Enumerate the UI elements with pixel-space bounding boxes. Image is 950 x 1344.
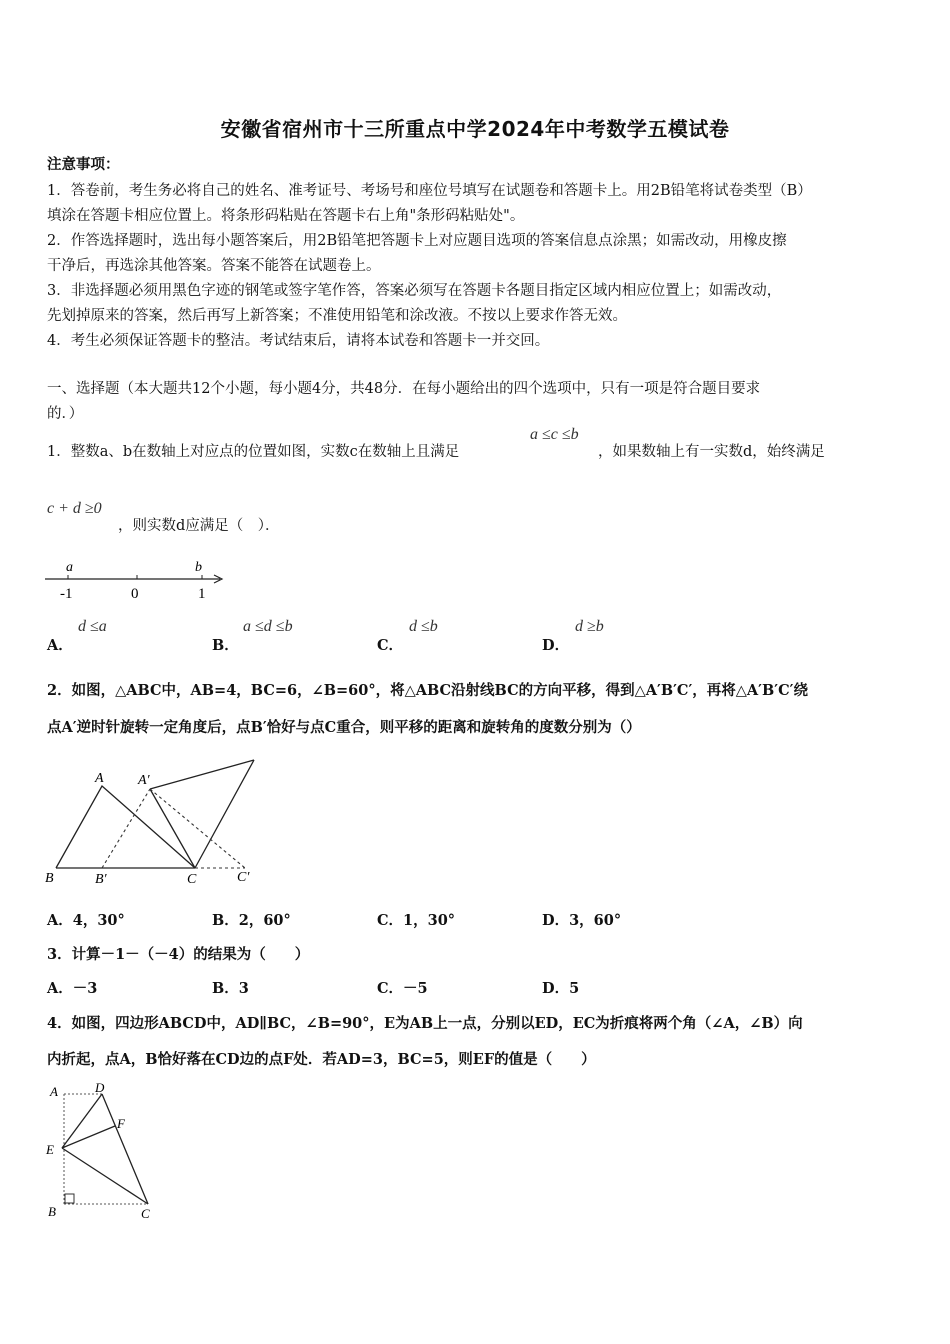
- q1-math-condition: c + d ≥0: [47, 500, 102, 517]
- q1-text-a: 1．整数a、b在数轴上对应点的位置如图，实数c在数轴上且满足: [47, 444, 460, 460]
- right-angle-mark: [65, 1194, 74, 1203]
- q3-option-c: C．－5: [377, 980, 428, 997]
- label-c: C: [141, 1206, 150, 1221]
- label-a-prime: A′: [138, 773, 150, 788]
- q2-text-line2: 点A′逆时针旋转一定角度后，点B′恰好与点C重合，则平移的距离和旋转角的度数分别为（）: [47, 719, 641, 736]
- page-title: 安徽省宿州市十三所重点中学2024年中考数学五模试卷: [220, 117, 730, 141]
- notice-line: 填涂在答题卡相应位置上。将条形码粘贴在答题卡右上角"条形码粘贴处"。: [47, 208, 525, 224]
- q1-option-c-letter: C．: [377, 637, 404, 654]
- q1-text-c: ，则实数d应满足（ ）．: [118, 518, 280, 534]
- notice-line: 3．非选择题必须用黑色字迹的钢笔或签字笔作答，答案必须写在答题卡各题目指定区域内相应位置上；如需改动，: [47, 283, 782, 299]
- segment-a2c: [150, 789, 195, 868]
- tick-label: -1: [60, 586, 73, 602]
- q2-text-line1: 2．如图，△ABC中，AB=4，BC=6，∠B=60°，将△ABC沿射线BC的方向平移，得到△A′B′C′，再将△A′B′C′绕: [47, 682, 808, 699]
- notice-heading: 注意事项：: [47, 156, 120, 173]
- dashed-b2a2: [102, 789, 150, 868]
- q1-option-d-math: d ≥b: [575, 618, 604, 635]
- label-a: A: [95, 771, 104, 786]
- notice-line: 干净后，再选涂其他答案。答案不能答在试题卷上。: [47, 258, 381, 274]
- triangle-abc: [56, 786, 195, 868]
- label-e: E: [46, 1142, 54, 1157]
- segment-rotated-side: [195, 760, 254, 868]
- q2-figure: [40, 752, 270, 888]
- q3-text: 3．计算－1－（－4）的结果为（ ）: [47, 946, 310, 963]
- label-b: b: [195, 560, 202, 575]
- q1-option-d-letter: D．: [542, 637, 570, 654]
- q1-option-c-math: d ≤b: [409, 618, 438, 635]
- segment-rotated-top: [150, 760, 254, 789]
- q2-option-a: A．4，30°: [47, 912, 125, 929]
- label-b-prime: B′: [95, 872, 107, 887]
- tick-label: 0: [131, 586, 139, 602]
- q1-text-b: ，如果数轴上有一实数d，始终满足: [598, 444, 825, 460]
- q1-math-inequality: a ≤c ≤b: [530, 426, 579, 443]
- q4-text-line1: 4．如图，四边形ABCD中，AD∥BC，∠B=90°，E为AB上一点，分别以ED，EC为折痕将两个角（∠A，∠B）向: [47, 1015, 803, 1032]
- q1-option-b-letter: B．: [212, 637, 239, 654]
- tick-label: 1: [198, 586, 206, 602]
- q4-figure: [40, 1080, 160, 1225]
- notice-line: 2．作答选择题时，选出每小题答案后，用2B铅笔把答题卡上对应题目选项的答案信息点涂黑；如需改动，用橡皮擦: [47, 233, 787, 249]
- label-b: B: [48, 1204, 56, 1219]
- segment-dc: [102, 1094, 148, 1204]
- section-heading: 一、选择题（本大题共12个小题，每小题4分，共48分．在每小题给出的四个选项中，只有一项是符合题目要求: [47, 381, 761, 397]
- label-b: B: [45, 871, 54, 886]
- q2-option-b: B．2，60°: [212, 912, 291, 929]
- notice-line: 先划掉原来的答案，然后再写上新答案；不准使用铅笔和涂改液。不按以上要求作答无效。: [47, 308, 627, 324]
- q3-option-a: A．－3: [47, 980, 98, 997]
- label-a: a: [66, 560, 73, 575]
- q3-option-d: D．5: [542, 980, 580, 997]
- q1-option-a-math: d ≤a: [78, 618, 107, 635]
- label-c: C: [187, 872, 197, 887]
- section-heading-cont: 的．）: [47, 406, 84, 422]
- q3-option-b: B．3: [212, 980, 249, 997]
- q2-option-d: D．3，60°: [542, 912, 622, 929]
- label-c-prime: C′: [237, 870, 250, 885]
- q2-option-c: C．1，30°: [377, 912, 456, 929]
- dashed-a2c2: [150, 789, 245, 868]
- label-d: D: [95, 1080, 105, 1095]
- notice-line: 4．考生必须保证答题卡的整洁。考试结束后，请将本试卷和答题卡一并交回。: [47, 333, 550, 349]
- q1-option-a-letter: A．: [47, 637, 73, 654]
- segment-ec: [62, 1148, 148, 1204]
- q1-option-b-math: a ≤d ≤b: [243, 618, 293, 635]
- q1-number-line: [40, 556, 240, 604]
- notice-line: 1．答卷前，考生务必将自己的姓名、准考证号、考场号和座位号填写在试题卷和答题卡上。用2B铅笔将试卷类型（B）: [47, 183, 812, 199]
- label-f: F: [117, 1116, 125, 1131]
- q4-text-line2: 内折起，点A，B恰好落在CD边的点F处．若AD=3，BC=5，则EF的值是（ ）: [47, 1051, 596, 1068]
- label-a: A: [50, 1084, 58, 1099]
